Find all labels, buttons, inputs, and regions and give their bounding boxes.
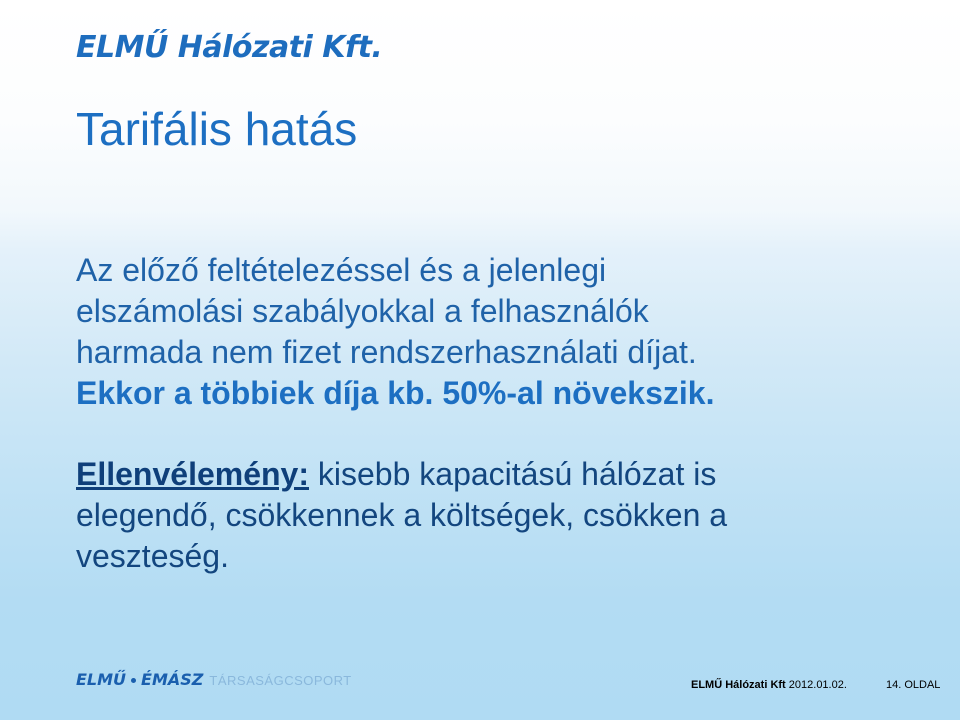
footer-logo-elmu: ELMŰ — [76, 670, 127, 689]
text-line: harmada nem fizet rendszerhasználati díjat. — [76, 334, 697, 370]
counter-argument-text: kisebb kapacitású hálózat is — [309, 456, 717, 492]
text-line: elegendő, csökkennek a költségek, csökken a — [76, 497, 728, 533]
text-line: veszteség. — [76, 538, 229, 574]
slide-title: Tarifális hatás — [76, 103, 358, 155]
footer-logo-emasz: ÉMÁSZ — [141, 670, 204, 689]
footer-company: ELMŰ Hálózati Kft — [691, 679, 786, 691]
separator-dot-icon — [131, 678, 136, 683]
footer-group-logo — [76, 670, 352, 689]
text-line: Az előző feltételezéssel és a jelenlegi — [76, 252, 607, 288]
footer-company-date — [691, 679, 847, 691]
slide-body — [76, 250, 936, 577]
text-line: elszámolási szabályokkal a felhasználók — [76, 293, 649, 329]
paragraph-tariff-effect — [76, 250, 936, 414]
emphasis-line: Ekkor a többiek díja kb. 50%-al növekszik. — [76, 375, 715, 411]
footer-date: 2012.01.02. — [785, 679, 847, 691]
paragraph-counter-argument — [76, 454, 936, 577]
company-logo: ELMŰ Hálózati Kft. — [76, 30, 383, 65]
footer-logo-group: TÁRSASÁGCSOPORT — [209, 673, 352, 688]
page-number: 14. OLDAL — [886, 679, 941, 691]
text-line — [76, 454, 936, 495]
counter-argument-label: Ellenvélemény: — [76, 456, 309, 492]
